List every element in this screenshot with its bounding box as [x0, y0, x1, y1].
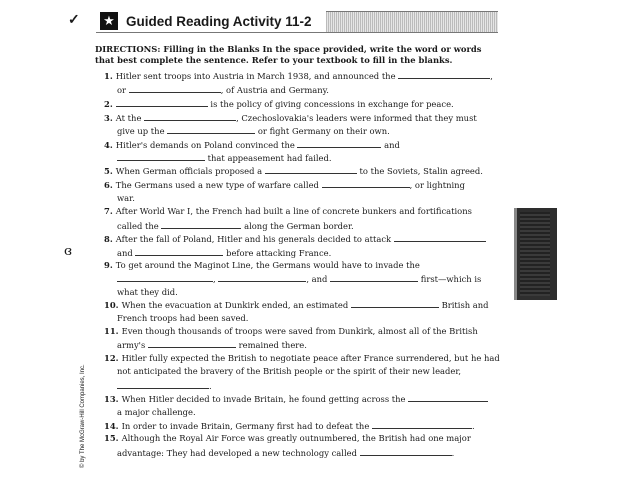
question-9-cont2: what they did.	[117, 287, 178, 297]
margin-checkmark: ✓	[68, 12, 80, 28]
question-7-cont: called the along the German border.	[117, 221, 354, 231]
answer-blank[interactable]	[394, 233, 486, 242]
question-11-cont: army's remained there.	[117, 340, 307, 350]
question-6-cont: war.	[117, 193, 135, 203]
answer-blank[interactable]	[144, 112, 236, 121]
question-3-cont: give up the or fight Germany on their own.	[117, 126, 390, 136]
question-1: 1. Hitler sent troops into Austria in March 1938, and announced the ,	[104, 71, 493, 81]
answer-blank[interactable]	[117, 152, 205, 161]
answer-blank[interactable]	[351, 299, 439, 308]
title-box	[96, 10, 326, 32]
question-15-cont: advantage: They had developed a new technology called .	[117, 448, 455, 458]
question-7: 7. After World War I, the French had built a line of concrete bunkers and fortifications	[104, 206, 472, 216]
answer-blank[interactable]	[167, 125, 255, 134]
question-3: 3. At the , Czechoslovakia's leaders were informed that they must	[104, 113, 477, 123]
star-icon: ★	[100, 12, 118, 30]
answer-blank[interactable]	[117, 380, 209, 389]
answer-blank[interactable]	[408, 393, 488, 402]
question-12: 12. Hitler fully expected the British to negotiate peace after France surrendered, but he had	[104, 353, 500, 363]
question-8-cont: and before attacking France.	[117, 248, 332, 258]
question-10-cont: French troops had been saved.	[117, 313, 249, 323]
answer-blank[interactable]	[129, 84, 221, 93]
question-15: 15. Although the Royal Air Force was greatly outnumbered, the British had one major	[104, 433, 471, 443]
question-12-cont2: .	[117, 380, 212, 392]
page-title: Guided Reading Activity 11-2	[126, 13, 312, 29]
margin-scribble: ɞ	[64, 244, 72, 259]
answer-blank[interactable]	[322, 179, 410, 188]
answer-blank[interactable]	[398, 70, 490, 79]
answer-blank[interactable]	[218, 273, 306, 282]
answer-blank[interactable]	[148, 339, 236, 348]
question-5: 5. When German officials proposed a to the Soviets, Stalin agreed.	[104, 166, 483, 176]
answer-blank[interactable]	[116, 98, 208, 107]
question-4: 4. Hitler's demands on Poland convinced the and	[104, 140, 400, 150]
question-9-cont: , , and first—which is	[117, 273, 481, 285]
question-2: 2. is the policy of giving concessions in exchange for peace.	[104, 99, 454, 109]
question-14: 14. In order to invade Britain, Germany first had to defeat the .	[104, 421, 475, 431]
question-9: 9. To get around the Maginot Line, the Germans would have to invade the	[104, 260, 420, 270]
answer-blank[interactable]	[330, 273, 418, 282]
question-6: 6. The Germans used a new type of warfare called , or lightning	[104, 180, 465, 190]
page-edge-tab-pattern	[520, 212, 550, 296]
question-4-cont: that appeasement had failed.	[117, 152, 332, 164]
answer-blank[interactable]	[161, 220, 241, 229]
question-13: 13. When Hitler decided to invade Britain, he found getting across the	[104, 393, 488, 405]
answer-blank[interactable]	[372, 420, 472, 429]
question-1-cont: or , of Austria and Germany.	[117, 85, 329, 95]
question-13-cont: a major challenge.	[117, 407, 196, 417]
answer-blank[interactable]	[135, 247, 223, 256]
answer-blank[interactable]	[265, 165, 357, 174]
answer-blank[interactable]	[360, 447, 452, 456]
question-8: 8. After the fall of Poland, Hitler and his generals decided to attack	[104, 233, 486, 245]
answer-blank[interactable]	[297, 139, 381, 148]
question-11: 11. Even though thousands of troops were saved from Dunkirk, almost all of the British	[104, 326, 478, 336]
question-12-cont: not anticipated the bravery of the British people or the spirit of their new leader,	[117, 366, 462, 376]
directions-text: DIRECTIONS: Filling in the Blanks In the space provided, write the word or words that best complete the sentence. Refer to your textbook to fill in the blanks.	[95, 44, 482, 65]
question-10: 10. When the evacuation at Dunkirk ended, an estimated British and	[104, 300, 489, 310]
copyright-text: © by The McGraw-Hill Companies, Inc.	[80, 364, 86, 468]
answer-blank[interactable]	[117, 273, 213, 282]
